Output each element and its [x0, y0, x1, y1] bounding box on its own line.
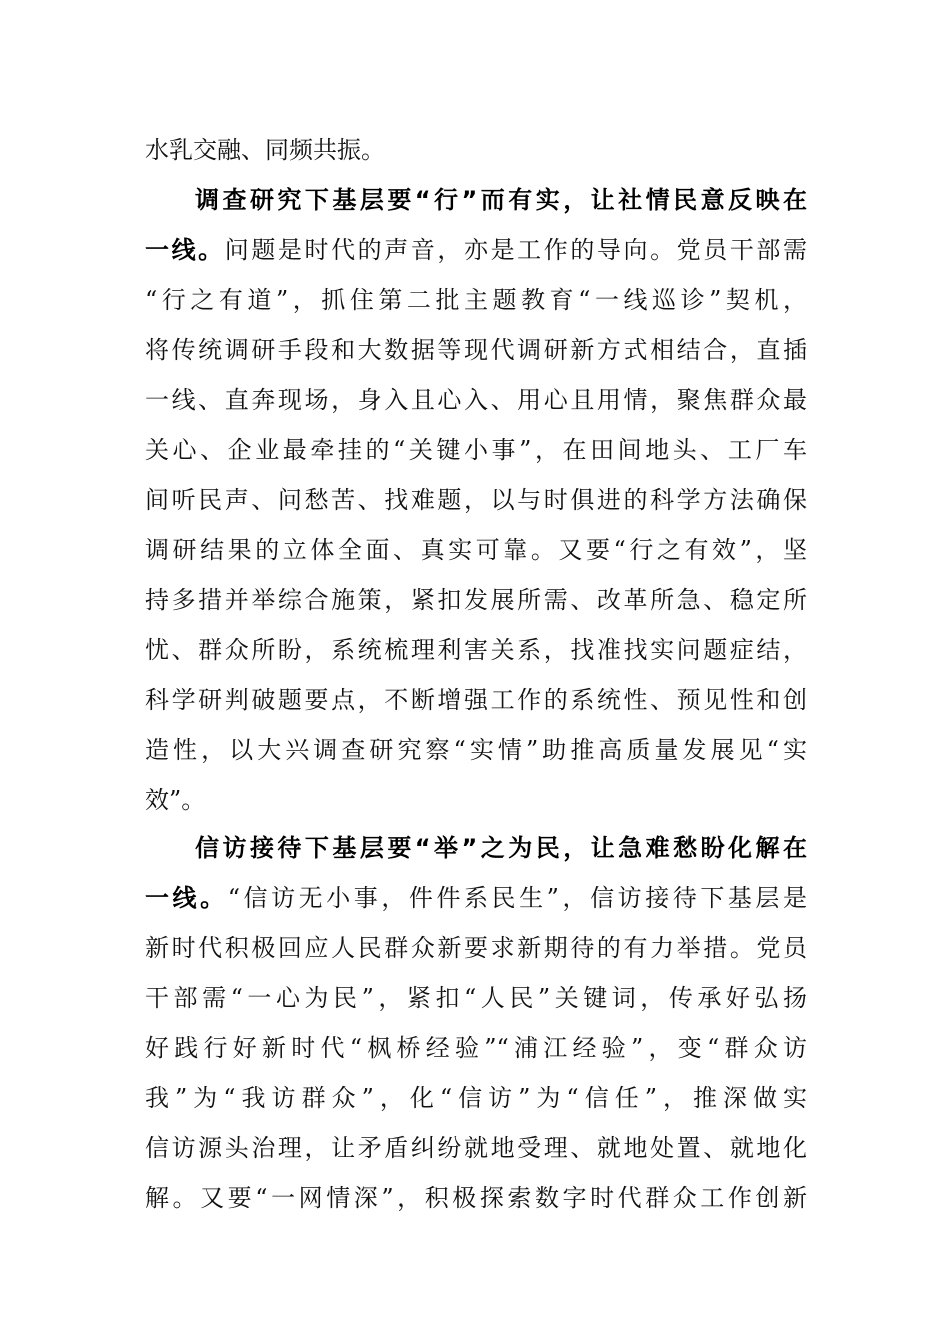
line-text: 干部需“一心为民”，紧扣“人民”关键词，传承好弘扬	[145, 984, 807, 1012]
text-line	[145, 775, 807, 825]
text-line	[145, 1123, 807, 1173]
line-text: 我”为“我访群众”，化“信访”为“信任”，推深做实	[145, 1084, 807, 1112]
section-heading-line	[195, 823, 807, 873]
text-line	[145, 275, 807, 325]
text-line	[145, 725, 807, 775]
line-text: 调研结果的立体全面、真实可靠。又要“行之有效”，坚	[145, 536, 807, 564]
line-text: 持多措并举综合施策，紧扣发展所需、改革所急、稳定所	[145, 586, 807, 614]
line-text: 关心、企业最牵挂的“关键小事”，在田间地头、工厂车	[145, 436, 807, 464]
text-line	[145, 1023, 807, 1073]
text-line	[145, 225, 807, 275]
section-heading-line	[195, 175, 807, 225]
line-text: “行之有道”，抓住第二批主题教育“一线巡诊”契机，	[145, 286, 807, 314]
line-text: 间听民声、问愁苦、找难题，以与时俱进的科学方法确保	[145, 486, 807, 514]
line-text: 一线、直奔现场，身入且心入、用心且用情，聚焦群众最	[145, 386, 807, 414]
text-line	[145, 973, 807, 1023]
text-line	[145, 525, 807, 575]
section-heading-bold: 一线。	[145, 236, 225, 264]
line-text: 问题是时代的声音，亦是工作的导向。党员干部需	[224, 236, 807, 264]
line-text: 解。又要“一网情深”，积极探索数字时代群众工作创新	[145, 1184, 807, 1212]
line-text: 新时代积极回应人民群众新要求新期待的有力举措。党员	[145, 934, 807, 962]
line-text: 好践行好新时代“枫桥经验”“浦江经验”，变“群众访	[145, 1034, 807, 1062]
line-text: “信访无小事，件件系民生”，信访接待下基层是	[227, 884, 807, 912]
line-text: 造性，以大兴调查研究察“实情”助推高质量发展见“实	[145, 736, 807, 764]
section-heading-bold: 调查研究下基层要“行”而有实，让社情民意反映在	[195, 186, 807, 214]
text-line	[145, 575, 807, 625]
text-line	[145, 425, 807, 475]
text-line	[145, 325, 807, 375]
text-line	[145, 1173, 807, 1223]
section-heading-bold: 一线。	[145, 884, 228, 912]
section-heading-bold: 信访接待下基层要“举”之为民，让急难愁盼化解在	[195, 834, 807, 862]
text-line	[145, 125, 807, 175]
text-line	[145, 873, 807, 923]
text-line	[145, 923, 807, 973]
line-text: 将传统调研手段和大数据等现代调研新方式相结合，直插	[145, 336, 807, 364]
text-line	[145, 675, 807, 725]
text-line	[145, 375, 807, 425]
line-text: 水乳交融、同频共振。	[145, 136, 385, 164]
text-line	[145, 625, 807, 675]
text-line	[145, 1073, 807, 1123]
line-text: 信访源头治理，让矛盾纠纷就地受理、就地处置、就地化	[145, 1134, 807, 1162]
line-text: 忧、群众所盼，系统梳理利害关系，找准找实问题症结，	[145, 636, 807, 664]
line-text: 科学研判破题要点，不断增强工作的系统性、预见性和创	[145, 686, 807, 714]
text-line	[145, 475, 807, 525]
line-text: 效”。	[145, 786, 206, 814]
